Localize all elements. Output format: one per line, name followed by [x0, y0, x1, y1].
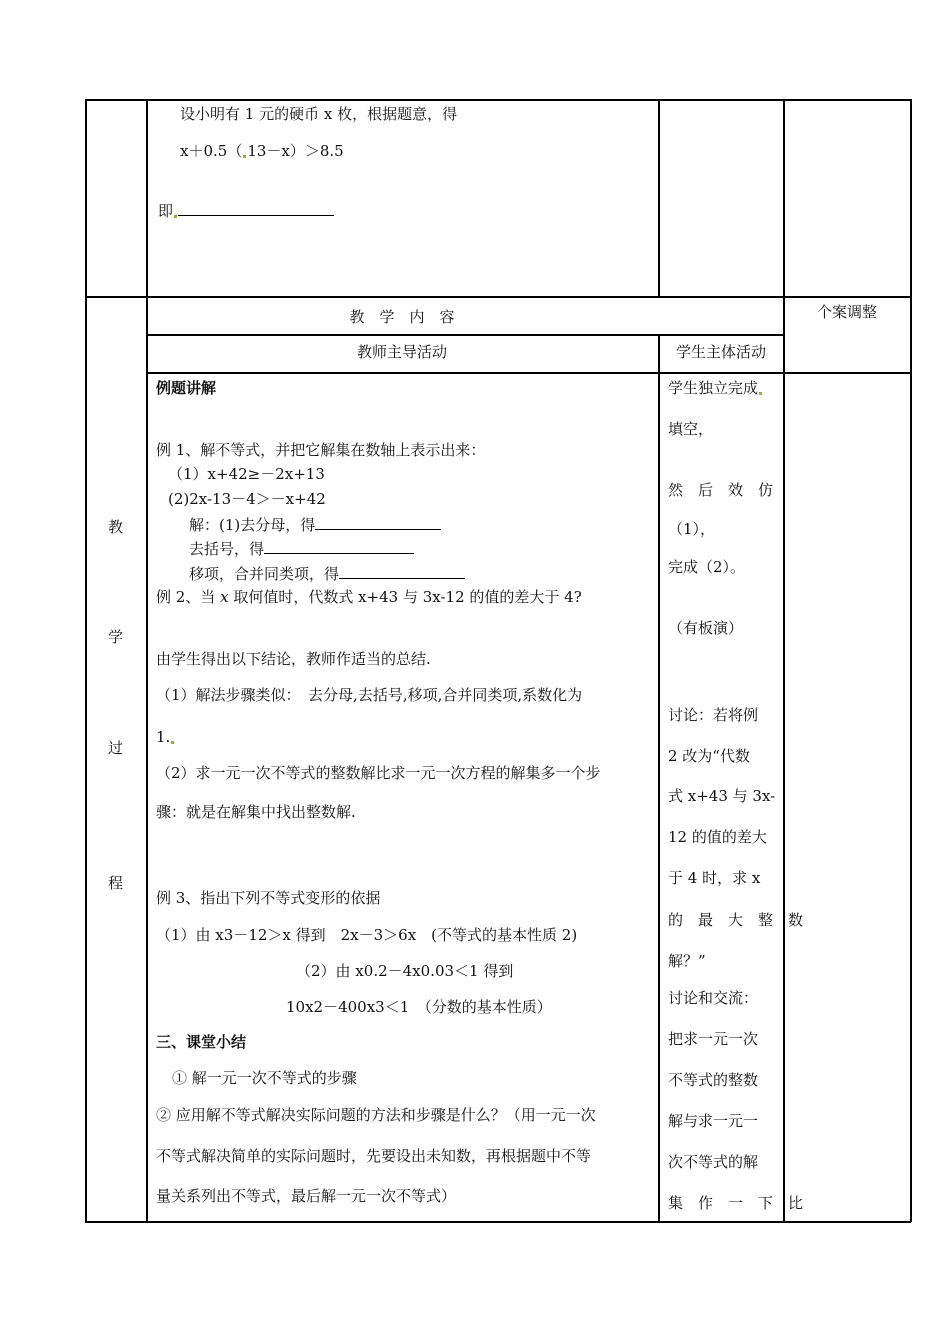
column-header-divider: [146, 372, 911, 374]
side-label-char-2: 学: [108, 628, 124, 646]
adjust-header: 个案调整: [816, 303, 877, 321]
top-line-2: x＋0.5（ 13－x）＞8.5: [180, 142, 344, 160]
example-3-part-1: （1）由 x3－12＞x 得到 2x－3＞6x (不等式的基本性质 2): [156, 926, 578, 944]
discussion-line-12: 次不等式的解: [668, 1153, 759, 1171]
answer-blank: [339, 564, 465, 579]
teacher-activity-header: 教师主导活动: [356, 343, 447, 361]
example-1-part-2: (2)2x-13－4＞－x+42: [168, 490, 326, 508]
answer-blank: [315, 515, 441, 530]
conclusion-2-line-1: （2）求一元一次不等式的整数解比求一元一次方程的解集多一个步: [156, 764, 601, 782]
discussion-line-2: 2 改为“代数: [668, 747, 750, 765]
table-top-border: [85, 99, 911, 101]
example-1-part-1: （1）x+42≥－2x+13: [168, 465, 325, 483]
marker-dot: [171, 741, 174, 744]
student-line-5: 完成（2）。: [668, 558, 746, 576]
summary-point-2-line-2: 不等式解决简单的实际问题时，先要设出未知数，再根据题中不等: [156, 1147, 592, 1165]
discussion-line-5: 于 4 时，求 x: [668, 869, 761, 887]
conclusion-1-line-2: 1.: [156, 727, 175, 747]
example-3: 例 3、指出下列不等式变形的依据: [156, 889, 381, 907]
student-line-3: 然 后 效 仿: [668, 481, 774, 499]
teacher-column-divider: [658, 334, 660, 1222]
student-line-6: （有板演）: [668, 619, 744, 637]
conclusion-2-line-2: 骤：就是在解集中找出整数解.: [156, 803, 356, 821]
top-line-1: 设小明有 1 元的硬币 x 枚，根据题意，得: [180, 105, 458, 123]
side-label-char-1: 教: [108, 518, 124, 536]
discussion-line-1: 讨论：若将例: [668, 706, 759, 724]
summary-point-2-line-1: ② 应用解不等式解决实际问题的方法和步骤是什么？（用一元一次: [156, 1106, 596, 1124]
student-line-4: （1），: [668, 520, 716, 538]
table-right-border: [910, 99, 912, 1222]
discussion-line-8: 讨论和交流：: [668, 989, 759, 1007]
answer-blank: [178, 201, 334, 216]
summary-point-1: ① 解一元一次不等式的步骤: [172, 1069, 357, 1087]
discussion-line-9: 把求一元一次: [668, 1030, 759, 1048]
student-line-1: 学生独立完成: [668, 378, 763, 398]
student-activity-header: 学生主体活动: [675, 343, 766, 361]
section-divider: [85, 296, 911, 298]
answer-blank: [264, 539, 414, 554]
examples-heading: 例题讲解: [156, 379, 217, 397]
example-3-part-2: （2）由 x0.2－4x0.03＜1 得到: [296, 962, 514, 980]
summary-point-2-line-3: 量关系列出不等式，最后解一元一次不等式）: [156, 1187, 457, 1205]
example-3-part-3: 10x2－400x3＜1 （分数的基本性质）: [286, 998, 552, 1016]
label-column-divider: [146, 99, 148, 1222]
solution-step-3: 移项，合并同类项，得: [189, 564, 465, 584]
content-header-divider: [146, 334, 783, 336]
student-column-divider: [783, 99, 785, 1222]
discussion-line-4: 12 的值的差大: [668, 828, 767, 846]
conclusion-1-line-1: （1）解法步骤类似： 去分母,去括号,移项,合并同类项,系数化为: [156, 686, 583, 704]
student-line-2: 填空，: [668, 420, 714, 438]
example-1: 例 1、解不等式，并把它解集在数轴上表示出来：: [156, 441, 486, 459]
marker-dot: [759, 392, 762, 395]
top-line-3: 即: [158, 201, 334, 221]
discussion-line-3: 式 x+43 与 3x-: [668, 787, 776, 805]
discussion-line-6: 的 最 大 整 数: [668, 911, 804, 929]
marker-dot: [174, 215, 177, 218]
side-label-char-3: 过: [108, 739, 124, 757]
side-label-char-4: 程: [108, 874, 124, 892]
table-left-border: [85, 99, 87, 1222]
discussion-line-7: 解？”: [668, 952, 706, 970]
marker-dot: [243, 155, 246, 158]
teacher-column-divider-top: [658, 99, 660, 297]
discussion-line-13: 集 作 一 下 比: [668, 1194, 804, 1212]
content-header: 教 学 内 容: [349, 308, 455, 326]
table-bottom-border: [85, 1221, 911, 1223]
section-3-heading: 三、课堂小结: [156, 1033, 247, 1051]
solution-step-2: 去括号，得: [189, 539, 414, 559]
summary-intro: 由学生得出以下结论，教师作适当的总结.: [156, 650, 431, 668]
solution-step-1: 解：(1)去分母，得: [189, 515, 441, 535]
discussion-line-10: 不等式的整数: [668, 1071, 759, 1089]
discussion-line-11: 解与求一元一: [668, 1112, 759, 1130]
example-2: 例 2、当 x 取何值时，代数式 x+43 与 3x-12 的值的差大于 4?: [156, 588, 582, 606]
